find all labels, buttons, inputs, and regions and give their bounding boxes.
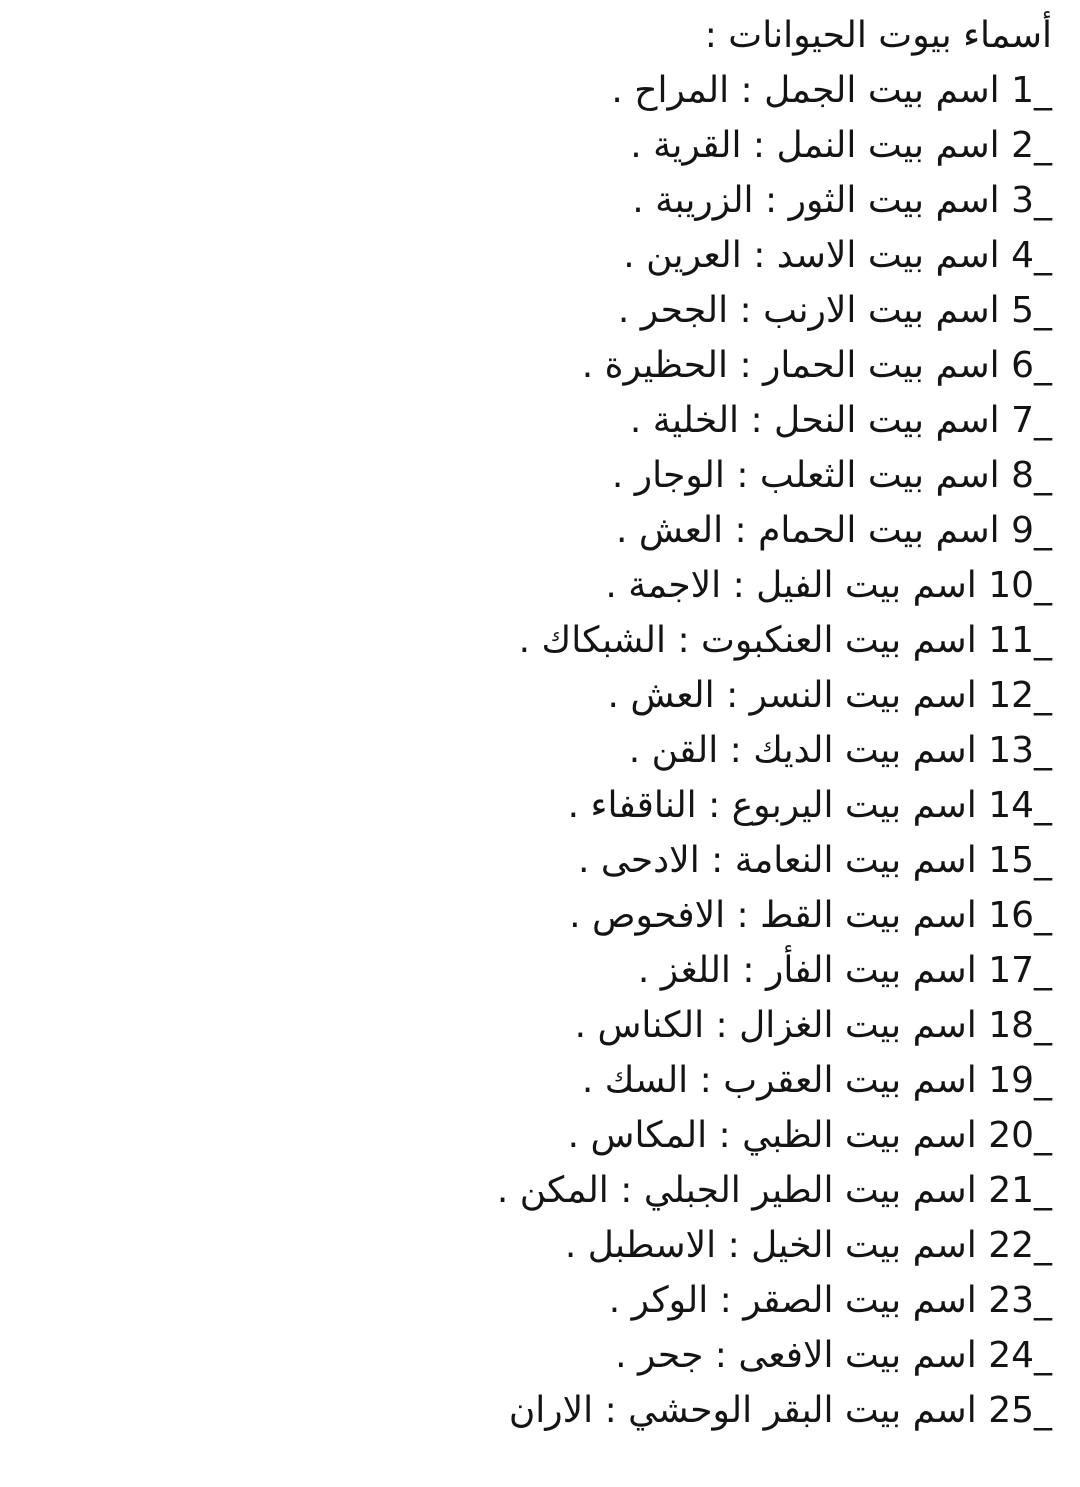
item-text: اسم بيت الخيل : الاسطبل . <box>564 1225 977 1266</box>
item-text: اسم بيت الارنب : الجحر . <box>617 290 1000 331</box>
list-item <box>52 613 1052 668</box>
item-number: 7_ <box>1011 400 1052 441</box>
list-item <box>52 283 1052 338</box>
item-text: اسم بيت الحمار : الحظيرة . <box>581 345 1000 386</box>
document <box>52 8 1052 1438</box>
list-item <box>52 998 1052 1053</box>
item-number: 15_ <box>988 840 1052 881</box>
item-number: 19_ <box>988 1060 1052 1101</box>
animal-homes-list <box>52 63 1052 1438</box>
item-number: 12_ <box>988 675 1052 716</box>
item-number: 22_ <box>988 1225 1052 1266</box>
item-number: 18_ <box>988 1005 1052 1046</box>
list-item <box>52 888 1052 943</box>
item-number: 13_ <box>988 730 1052 771</box>
list-item <box>52 173 1052 228</box>
item-number: 17_ <box>988 950 1052 991</box>
item-number: 25_ <box>988 1390 1052 1431</box>
item-number: 5_ <box>1011 290 1052 331</box>
item-number: 24_ <box>988 1335 1052 1376</box>
list-item <box>52 1053 1052 1108</box>
item-number: 11_ <box>988 620 1052 661</box>
item-text: اسم بيت الصقر : الوكر . <box>608 1280 977 1321</box>
list-item <box>52 1163 1052 1218</box>
item-text: اسم بيت الجمل : المراح . <box>611 70 1000 111</box>
list-item <box>52 1383 1052 1438</box>
item-text: اسم بيت الحمام : العش . <box>615 510 1000 551</box>
item-text: اسم بيت العنكبوت : الشبكاك . <box>518 620 977 661</box>
item-text: اسم بيت الثور : الزريبة . <box>632 180 1000 221</box>
item-text: اسم بيت الفأر : اللغز . <box>637 950 977 991</box>
item-text: اسم بيت النسر : العش . <box>607 675 977 716</box>
item-number: 23_ <box>988 1280 1052 1321</box>
item-number: 10_ <box>988 565 1052 606</box>
list-item <box>52 448 1052 503</box>
list-item <box>52 1328 1052 1383</box>
item-number: 6_ <box>1011 345 1052 386</box>
list-item <box>52 778 1052 833</box>
item-number: 8_ <box>1011 455 1052 496</box>
item-number: 4_ <box>1011 235 1052 276</box>
item-text: اسم بيت الغزال : الكناس . <box>574 1005 977 1046</box>
list-item <box>52 503 1052 558</box>
list-item <box>52 833 1052 888</box>
list-item <box>52 723 1052 778</box>
item-number: 1_ <box>1011 70 1052 111</box>
item-text: اسم بيت اليربوع : الناقفاء . <box>567 785 977 826</box>
list-item <box>52 943 1052 998</box>
item-number: 2_ <box>1011 125 1052 166</box>
item-text: اسم بيت الافعى : جحر . <box>615 1335 977 1376</box>
list-item <box>52 118 1052 173</box>
list-item <box>52 1273 1052 1328</box>
item-text: اسم بيت الطير الجبلي : المكن . <box>496 1170 977 1211</box>
list-item <box>52 668 1052 723</box>
item-number: 14_ <box>988 785 1052 826</box>
item-number: 20_ <box>988 1115 1052 1156</box>
list-item <box>52 393 1052 448</box>
list-item <box>52 228 1052 283</box>
list-item <box>52 63 1052 118</box>
item-text: اسم بيت الفيل : الاجمة . <box>605 565 977 606</box>
item-text: اسم بيت العقرب : السك . <box>581 1060 977 1101</box>
item-text: اسم بيت النحل : الخلية . <box>629 400 1000 441</box>
page-title: أسماء بيوت الحيوانات : <box>704 15 1052 56</box>
list-item <box>52 558 1052 613</box>
item-number: 3_ <box>1011 180 1052 221</box>
list-item <box>52 338 1052 393</box>
item-text: اسم بيت الاسد : العرين . <box>623 235 1000 276</box>
item-text: اسم بيت الثعلب : الوجار . <box>611 455 1000 496</box>
item-text: اسم بيت الظبي : المكاس . <box>567 1115 977 1156</box>
list-item <box>52 1218 1052 1273</box>
item-text: اسم بيت الديك : القن . <box>628 730 977 771</box>
item-text: اسم بيت البقر الوحشي : الاران <box>508 1390 977 1431</box>
item-number: 16_ <box>988 895 1052 936</box>
item-text: اسم بيت النمل : القرية . <box>630 125 1000 166</box>
item-text: اسم بيت القط : الافحوص . <box>569 895 977 936</box>
item-number: 21_ <box>988 1170 1052 1211</box>
list-item <box>52 1108 1052 1163</box>
item-text: اسم بيت النعامة : الادحى . <box>578 840 977 881</box>
item-number: 9_ <box>1011 510 1052 551</box>
